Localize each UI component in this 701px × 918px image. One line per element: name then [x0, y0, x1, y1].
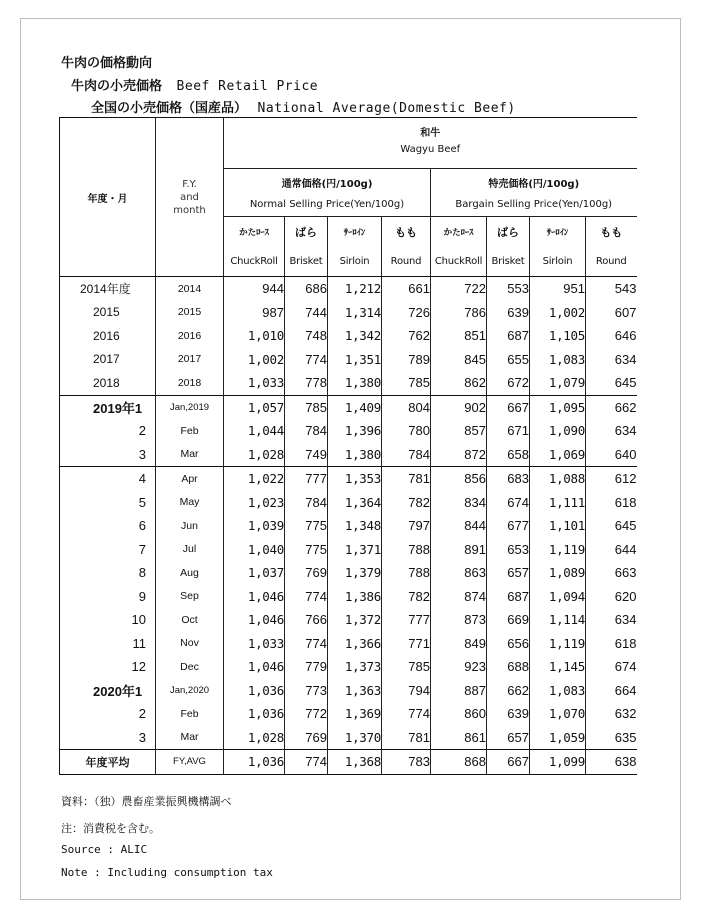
price-cell: 785: [382, 655, 431, 679]
price-cell: 769: [285, 726, 328, 750]
row-fy: Feb: [156, 702, 224, 726]
price-cell: 687: [487, 585, 530, 609]
table-row: [60, 277, 637, 301]
price-cell: 873: [431, 608, 487, 632]
price-cell: 1,010: [224, 324, 285, 348]
price-cell: 1,396: [328, 419, 382, 443]
table-row: [60, 395, 637, 419]
price-cell: 766: [285, 608, 328, 632]
table-row: [60, 371, 637, 395]
price-cell: 1,370: [328, 726, 382, 750]
price-cell: 862: [431, 371, 487, 395]
price-cell: 775: [285, 514, 328, 538]
price-cell: 1,145: [530, 655, 586, 679]
price-cell: 887: [431, 679, 487, 703]
row-period: 10: [60, 608, 156, 632]
price-cell: 664: [586, 679, 637, 703]
price-cell: 1,342: [328, 324, 382, 348]
price-cell: 777: [285, 467, 328, 491]
price-cell: 774: [285, 632, 328, 656]
header-cut-jp: かたﾛｰｽ: [431, 217, 487, 247]
price-cell: 857: [431, 419, 487, 443]
price-cell: 1,369: [328, 702, 382, 726]
row-fy: May: [156, 491, 224, 515]
header-cut-jp: ｻｰﾛｲﾝ: [328, 217, 382, 247]
price-cell: 653: [487, 538, 530, 562]
row-fy: Oct: [156, 608, 224, 632]
price-cell: 782: [382, 585, 431, 609]
price-cell: 1,366: [328, 632, 382, 656]
price-cell: 944: [224, 277, 285, 301]
row-fy: Apr: [156, 467, 224, 491]
row-fy: Feb: [156, 419, 224, 443]
price-cell: 861: [431, 726, 487, 750]
table-row: [60, 726, 637, 750]
price-cell: 1,039: [224, 514, 285, 538]
row-period: 2016: [60, 324, 156, 348]
header-cut-en: ChuckRoll: [224, 247, 285, 277]
price-cell: 612: [586, 467, 637, 491]
table-row: [60, 419, 637, 443]
price-cell: 772: [285, 702, 328, 726]
row-period: 2: [60, 419, 156, 443]
price-cell: 1,314: [328, 301, 382, 325]
row-fy: 2017: [156, 348, 224, 372]
price-cell: 902: [431, 395, 487, 419]
price-cell: 607: [586, 301, 637, 325]
price-cell: 1,033: [224, 371, 285, 395]
price-cell: 834: [431, 491, 487, 515]
price-cell: 634: [586, 348, 637, 372]
price-cell: 669: [487, 608, 530, 632]
price-cell: 686: [285, 277, 328, 301]
price-cell: 797: [382, 514, 431, 538]
price-cell: 779: [285, 655, 328, 679]
price-cell: 618: [586, 491, 637, 515]
header-cut-en: Round: [586, 247, 637, 277]
price-cell: 667: [487, 395, 530, 419]
header-period-label: 年度・月: [60, 118, 156, 277]
price-cell: 674: [586, 655, 637, 679]
price-cell: 774: [285, 750, 328, 775]
header-group-en: Wagyu Beef: [224, 141, 637, 169]
price-cell: 632: [586, 702, 637, 726]
price-cell: 868: [431, 750, 487, 775]
header-fy-label: [156, 118, 224, 277]
header-normal-en: Normal Selling Price(Yen/100g): [224, 192, 431, 217]
row-period: 2017: [60, 348, 156, 372]
section-title: [71, 75, 318, 94]
tax-note-en: Note : Including consumption tax: [61, 866, 273, 879]
header-cut-en: Round: [382, 247, 431, 277]
price-cell: 951: [530, 277, 586, 301]
header-bargain-en: Bargain Selling Price(Yen/100g): [431, 192, 637, 217]
price-cell: 744: [285, 301, 328, 325]
price-cell: 620: [586, 585, 637, 609]
row-period: 2020年1: [60, 679, 156, 703]
price-cell: 786: [431, 301, 487, 325]
price-cell: 634: [586, 419, 637, 443]
price-cell: 1,044: [224, 419, 285, 443]
price-cell: 1,046: [224, 655, 285, 679]
section-title-jp: 牛肉の小売価格: [71, 79, 163, 94]
table-row: [60, 679, 637, 703]
row-period: 3: [60, 443, 156, 467]
row-period: 9: [60, 585, 156, 609]
row-period: 年度平均: [60, 750, 156, 775]
price-cell: 774: [285, 348, 328, 372]
price-cell: 667: [487, 750, 530, 775]
price-cell: 1,002: [530, 301, 586, 325]
header-cut-en: Sirloin: [328, 247, 382, 277]
price-cell: 1,070: [530, 702, 586, 726]
page-title: 牛肉の価格動向: [61, 56, 153, 71]
price-cell: 785: [285, 395, 328, 419]
price-cell: 1,379: [328, 561, 382, 585]
table-row: [60, 348, 637, 372]
row-period: 5: [60, 491, 156, 515]
price-cell: 1,059: [530, 726, 586, 750]
price-cell: 1,036: [224, 702, 285, 726]
price-cell: 762: [382, 324, 431, 348]
price-cell: 1,409: [328, 395, 382, 419]
row-fy: 2016: [156, 324, 224, 348]
row-fy: Mar: [156, 443, 224, 467]
price-cell: 874: [431, 585, 487, 609]
price-cell: 1,022: [224, 467, 285, 491]
price-cell: 1,057: [224, 395, 285, 419]
price-cell: 1,111: [530, 491, 586, 515]
row-period: 4: [60, 467, 156, 491]
price-cell: 794: [382, 679, 431, 703]
price-cell: 638: [586, 750, 637, 775]
price-cell: 553: [487, 277, 530, 301]
price-cell: 1,090: [530, 419, 586, 443]
price-cell: 634: [586, 608, 637, 632]
table-row: [60, 443, 637, 467]
row-fy: Dec: [156, 655, 224, 679]
price-cell: 804: [382, 395, 431, 419]
price-cell: 778: [285, 371, 328, 395]
table-footer-row: [60, 750, 637, 775]
price-cell: 1,033: [224, 632, 285, 656]
price-cell: 674: [487, 491, 530, 515]
price-cell: 1,351: [328, 348, 382, 372]
price-cell: 656: [487, 632, 530, 656]
header-fy-line: month: [173, 204, 206, 216]
row-period: 12: [60, 655, 156, 679]
row-fy: 2014: [156, 277, 224, 301]
row-fy: Jan,2020: [156, 679, 224, 703]
price-cell: 657: [487, 726, 530, 750]
row-period: 2019年1: [60, 395, 156, 419]
beef-price-table: [59, 117, 637, 775]
price-cell: 672: [487, 371, 530, 395]
section-title-en: Beef Retail Price: [176, 79, 319, 94]
source-note-jp: 資料：（独）農畜産業振興機構調べ: [61, 795, 232, 808]
price-cell: 844: [431, 514, 487, 538]
price-cell: 1,023: [224, 491, 285, 515]
price-cell: 1,119: [530, 632, 586, 656]
row-period: 2: [60, 702, 156, 726]
subsection-title-en: National Average(Domestic Beef): [257, 101, 516, 116]
price-cell: 646: [586, 324, 637, 348]
price-cell: 987: [224, 301, 285, 325]
header-cut-jp: ばら: [285, 217, 328, 247]
price-cell: 775: [285, 538, 328, 562]
price-cell: 1,095: [530, 395, 586, 419]
price-cell: 1,380: [328, 371, 382, 395]
price-cell: 661: [382, 277, 431, 301]
price-cell: 543: [586, 277, 637, 301]
price-cell: 860: [431, 702, 487, 726]
price-cell: 688: [487, 655, 530, 679]
price-cell: 771: [382, 632, 431, 656]
row-fy: 2018: [156, 371, 224, 395]
price-cell: 645: [586, 371, 637, 395]
price-cell: 1,046: [224, 608, 285, 632]
price-cell: 1,119: [530, 538, 586, 562]
price-cell: 1,114: [530, 608, 586, 632]
price-cell: 891: [431, 538, 487, 562]
price-cell: 781: [382, 467, 431, 491]
row-period: 2014年度: [60, 277, 156, 301]
price-cell: 1,348: [328, 514, 382, 538]
table-row: [60, 491, 637, 515]
price-cell: 773: [285, 679, 328, 703]
price-cell: 769: [285, 561, 328, 585]
price-cell: 1,036: [224, 679, 285, 703]
header-normal-jp: 通常価格(円/100g): [224, 169, 431, 193]
row-fy: 2015: [156, 301, 224, 325]
table-row: [60, 702, 637, 726]
header-cut-en: Brisket: [285, 247, 328, 277]
header-fy-line: and: [180, 191, 199, 203]
price-cell: 726: [382, 301, 431, 325]
table-row: [60, 324, 637, 348]
price-cell: 872: [431, 443, 487, 467]
price-cell: 1,036: [224, 750, 285, 775]
row-fy: Sep: [156, 585, 224, 609]
table-row: [60, 655, 637, 679]
price-cell: 1,002: [224, 348, 285, 372]
price-cell: 1,040: [224, 538, 285, 562]
row-fy: Jan,2019: [156, 395, 224, 419]
price-cell: 784: [285, 419, 328, 443]
price-cell: 784: [285, 491, 328, 515]
price-cell: 1,046: [224, 585, 285, 609]
price-cell: 1,373: [328, 655, 382, 679]
table-row: [60, 467, 637, 491]
row-period: 2018: [60, 371, 156, 395]
price-cell: 863: [431, 561, 487, 585]
price-cell: 1,028: [224, 726, 285, 750]
price-cell: 1,079: [530, 371, 586, 395]
price-cell: 1,105: [530, 324, 586, 348]
row-period: 8: [60, 561, 156, 585]
table-row: [60, 608, 637, 632]
row-fy: Aug: [156, 561, 224, 585]
price-cell: 658: [487, 443, 530, 467]
price-cell: 781: [382, 726, 431, 750]
price-cell: 780: [382, 419, 431, 443]
price-cell: 1,088: [530, 467, 586, 491]
price-cell: 788: [382, 538, 431, 562]
row-fy: Mar: [156, 726, 224, 750]
header-fy-line: F.Y.: [182, 178, 197, 190]
price-cell: 1,371: [328, 538, 382, 562]
row-fy: FY,AVG: [156, 750, 224, 775]
header-group-jp: 和牛: [224, 118, 637, 142]
price-cell: 1,212: [328, 277, 382, 301]
price-cell: 784: [382, 443, 431, 467]
price-cell: 1,363: [328, 679, 382, 703]
price-cell: 683: [487, 467, 530, 491]
row-period: 11: [60, 632, 156, 656]
header-cut-en: Brisket: [487, 247, 530, 277]
price-cell: 1,368: [328, 750, 382, 775]
price-cell: 845: [431, 348, 487, 372]
price-cell: 849: [431, 632, 487, 656]
source-note-en: Source : ALIC: [61, 843, 148, 856]
price-cell: 785: [382, 371, 431, 395]
price-cell: 788: [382, 561, 431, 585]
price-cell: 789: [382, 348, 431, 372]
price-cell: 1,089: [530, 561, 586, 585]
price-cell: 774: [285, 585, 328, 609]
table-row: [60, 561, 637, 585]
price-cell: 1,101: [530, 514, 586, 538]
price-cell: 657: [487, 561, 530, 585]
price-cell: 1,099: [530, 750, 586, 775]
price-cell: 671: [487, 419, 530, 443]
price-cell: 777: [382, 608, 431, 632]
price-cell: 662: [586, 395, 637, 419]
table-row: [60, 632, 637, 656]
price-cell: 1,083: [530, 679, 586, 703]
price-cell: 1,372: [328, 608, 382, 632]
price-cell: 639: [487, 301, 530, 325]
price-cell: 618: [586, 632, 637, 656]
price-cell: 662: [487, 679, 530, 703]
header-cut-jp: もも: [382, 217, 431, 247]
price-cell: 1,364: [328, 491, 382, 515]
price-cell: 687: [487, 324, 530, 348]
price-cell: 782: [382, 491, 431, 515]
price-cell: 1,353: [328, 467, 382, 491]
price-cell: 748: [285, 324, 328, 348]
price-cell: 749: [285, 443, 328, 467]
row-period: 7: [60, 538, 156, 562]
row-fy: Jun: [156, 514, 224, 538]
price-cell: 851: [431, 324, 487, 348]
price-cell: 1,386: [328, 585, 382, 609]
price-cell: 644: [586, 538, 637, 562]
row-period: 3: [60, 726, 156, 750]
price-cell: 645: [586, 514, 637, 538]
price-cell: 635: [586, 726, 637, 750]
price-cell: 774: [382, 702, 431, 726]
price-cell: 923: [431, 655, 487, 679]
price-cell: 1,028: [224, 443, 285, 467]
price-cell: 639: [487, 702, 530, 726]
table-row: [60, 538, 637, 562]
price-cell: 640: [586, 443, 637, 467]
price-cell: 677: [487, 514, 530, 538]
row-period: 6: [60, 514, 156, 538]
price-cell: 856: [431, 467, 487, 491]
row-period: 2015: [60, 301, 156, 325]
tax-note-jp: 注：消費税を含む。: [61, 822, 160, 835]
price-cell: 1,094: [530, 585, 586, 609]
header-cut-jp: ばら: [487, 217, 530, 247]
row-fy: Nov: [156, 632, 224, 656]
price-cell: 1,380: [328, 443, 382, 467]
table-row: [60, 514, 637, 538]
row-fy: Jul: [156, 538, 224, 562]
price-cell: 663: [586, 561, 637, 585]
price-cell: 1,069: [530, 443, 586, 467]
header-bargain-jp: 特売価格(円/100g): [431, 169, 637, 193]
table-row: [60, 301, 637, 325]
price-cell: 722: [431, 277, 487, 301]
price-cell: 1,037: [224, 561, 285, 585]
subsection-title-jp: 全国の小売価格（国産品）: [91, 101, 248, 116]
price-cell: 783: [382, 750, 431, 775]
header-cut-jp: かたﾛｰｽ: [224, 217, 285, 247]
header-cut-en: ChuckRoll: [431, 247, 487, 277]
header-cut-jp: ｻｰﾛｲﾝ: [530, 217, 586, 247]
price-cell: 1,083: [530, 348, 586, 372]
price-cell: 655: [487, 348, 530, 372]
subsection-title: [91, 97, 516, 116]
header-cut-en: Sirloin: [530, 247, 586, 277]
table-row: [60, 585, 637, 609]
header-cut-jp: もも: [586, 217, 637, 247]
